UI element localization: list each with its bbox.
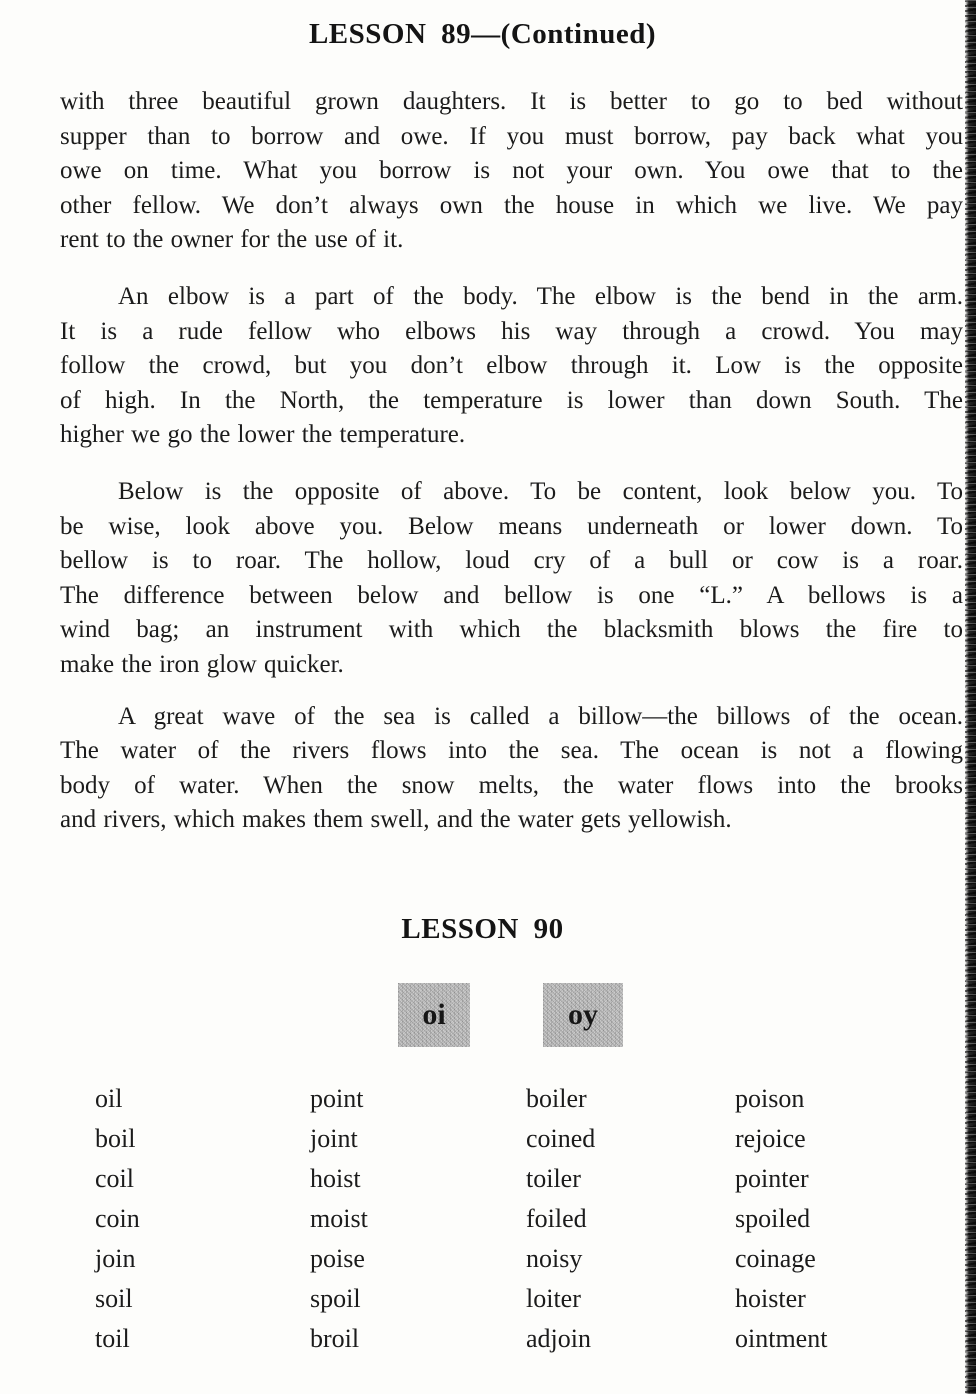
text-line: bellow is to roar. The hollow, loud cry of a bull or cow is a roar.	[60, 547, 963, 575]
word-item: coinage	[735, 1244, 816, 1273]
word-item: join	[95, 1244, 136, 1273]
text-line: of high. In the North, the temperature is lower than down South. The	[60, 386, 963, 414]
word-item: adjoin	[526, 1324, 591, 1353]
word-item: toiler	[526, 1164, 581, 1193]
paragraph-below-bellow	[60, 475, 963, 683]
text-line: It is a rude fellow who elbows his way through a crowd. You may	[60, 317, 963, 345]
phonics-oi-box	[398, 983, 470, 1047]
word-item: coil	[95, 1164, 134, 1193]
word-item: poison	[735, 1084, 805, 1113]
text-line: An elbow is a part of the body. The elbow is the bend in the arm.	[118, 282, 963, 310]
text-line: higher we go the lower the temperature.	[60, 421, 466, 449]
word-item: boiler	[526, 1084, 587, 1113]
phonics-oy-label: oy	[568, 998, 598, 1031]
text-line: be wise, look above you. Below means underneath or lower down. To	[60, 512, 963, 540]
text-line: follow the crowd, but you don’t elbow through it. Low is the opposite	[60, 352, 963, 380]
word-item: spoiled	[735, 1204, 811, 1233]
word-item: point	[310, 1084, 364, 1113]
word-item: poise	[310, 1244, 365, 1273]
paragraph-billow	[60, 700, 963, 838]
word-item: spoil	[310, 1284, 361, 1313]
text-line: other fellow. We don’t always own the house in which we live. We pay	[60, 191, 963, 219]
phonics-oi-label: oi	[422, 998, 446, 1031]
text-line: supper than to borrow and owe. If you must borrow, pay back what you	[60, 122, 963, 150]
word-item: hoister	[735, 1284, 806, 1313]
paragraph-borrow-owe	[60, 85, 963, 258]
text-line: with three beautiful grown daughters. It is better to go to bed without	[60, 88, 963, 115]
lesson-89-heading: LESSON 89—(Continued)	[308, 18, 657, 50]
body-text	[60, 85, 963, 838]
word-item: pointer	[735, 1164, 809, 1193]
text-line: body of water. When the snow melts, the water flows into the brooks	[60, 771, 963, 799]
scan-edge-artifact	[965, 0, 976, 1394]
word-item: oil	[95, 1084, 123, 1113]
word-item: loiter	[526, 1284, 581, 1313]
word-item: rejoice	[735, 1124, 806, 1153]
text-line: and rivers, which makes them swell, and the water gets yellowish.	[60, 806, 732, 834]
paragraph-elbow	[60, 280, 963, 453]
word-item: toil	[95, 1324, 130, 1353]
word-item: ointment	[735, 1324, 828, 1353]
word-item: foiled	[526, 1204, 587, 1233]
word-item: hoist	[310, 1164, 361, 1193]
lesson-90-heading: LESSON 90	[401, 913, 564, 945]
text-line: A great wave of the sea is called a billow—the billows of the ocean.	[118, 702, 963, 730]
text-line: The difference between below and bellow is one “L.” A bellows is a	[60, 581, 963, 609]
word-item: coin	[95, 1204, 140, 1233]
text-line: make the iron glow quicker.	[60, 650, 344, 678]
word-item: boil	[95, 1124, 136, 1153]
word-item: broil	[310, 1324, 360, 1353]
text-line: owe on time. What you borrow is not your own. You owe that to the	[60, 157, 963, 185]
text-line: The water of the rivers flows into the sea. The ocean is not a flowing	[60, 737, 963, 765]
word-item: noisy	[526, 1244, 583, 1273]
word-table	[95, 1079, 963, 1359]
word-item: moist	[310, 1204, 368, 1233]
word-item: coined	[526, 1124, 596, 1153]
phonics-row	[0, 983, 976, 1047]
word-item: joint	[310, 1124, 358, 1153]
text-line: rent to the owner for the use of it.	[60, 226, 404, 254]
text-line: wind bag; an instrument with which the blacksmith blows the fire to	[60, 616, 963, 644]
word-item: soil	[95, 1284, 133, 1313]
text-line: Below is the opposite of above. To be content, look below you. To	[118, 477, 963, 505]
phonics-oy-box	[543, 983, 623, 1047]
